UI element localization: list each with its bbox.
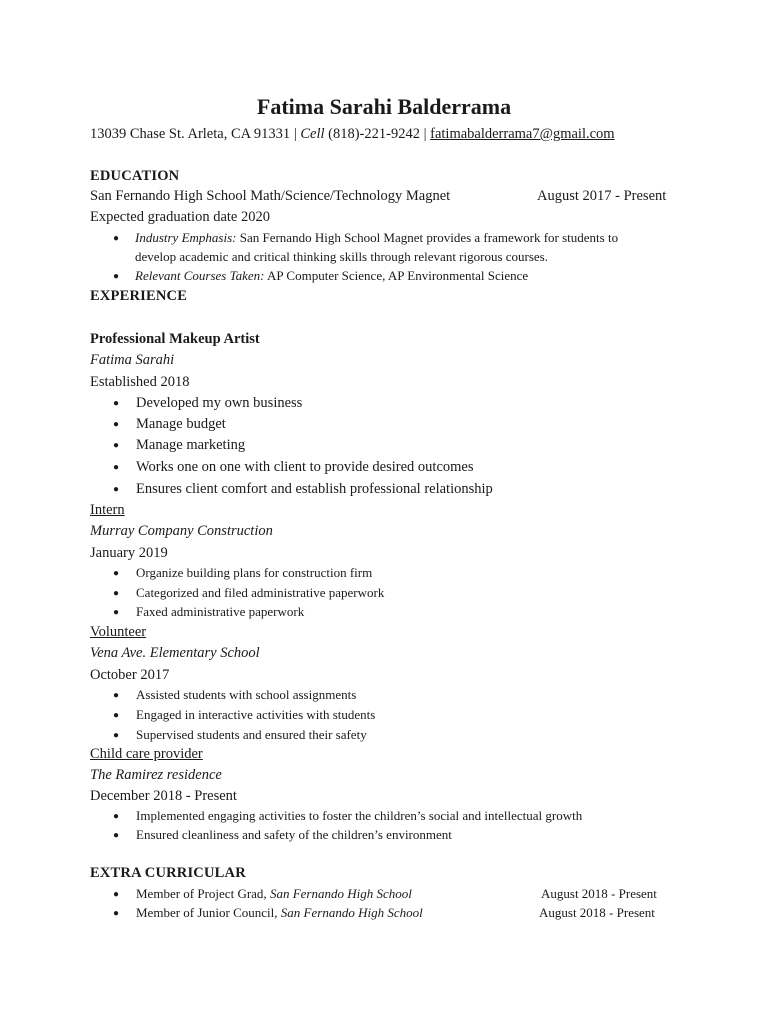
bullet: ●: [113, 889, 120, 900]
contact-line: [90, 126, 615, 143]
experience-heading: EXPERIENCE: [90, 288, 188, 304]
job-title: Professional Makeup Artist: [90, 331, 260, 347]
list-item: Ensures client comfort and establish professional relationship: [136, 481, 493, 497]
job-date: October 2017: [90, 667, 170, 683]
address: 13039 Chase St. Arleta, CA 91331: [90, 126, 291, 142]
education-heading: EDUCATION: [90, 168, 180, 184]
extra-curricular-heading: EXTRA CURRICULAR: [90, 865, 246, 881]
item-text: San Fernando High School Magnet provides a framework for students to: [239, 230, 619, 245]
job-title: Intern: [90, 502, 125, 518]
job-org: Murray Company Construction: [90, 523, 273, 539]
bullet: ●: [113, 271, 120, 282]
list-item: Works one on one with client to provide desired outcomes: [136, 459, 474, 475]
list-item: [136, 905, 423, 921]
list-item: Faxed administrative paperwork: [136, 604, 305, 619]
list-item: Developed my own business: [136, 395, 303, 411]
bullet: ●: [113, 440, 120, 451]
job-title: Volunteer: [90, 624, 147, 640]
job-date: December 2018 - Present: [90, 788, 237, 804]
email-link[interactable]: fatimabalderrama7@gmail.com: [430, 126, 615, 142]
list-item: Manage marketing: [136, 437, 246, 453]
job-org: The Ramirez residence: [90, 767, 222, 783]
bullet: ●: [113, 730, 120, 741]
resume-name: Fatima Sarahi Balderrama: [256, 94, 512, 119]
bullet: ●: [113, 830, 120, 841]
list-item: Assisted students with school assignments: [136, 687, 357, 702]
item-text: Member of Junior Council,: [136, 905, 278, 920]
graduation-date: Expected graduation date 2020: [90, 209, 270, 225]
school-name: San Fernando High School Math/Science/Technology Magnet: [90, 188, 451, 204]
list-item: Manage budget: [136, 416, 226, 432]
separator: |: [423, 126, 427, 142]
bullet: ●: [113, 419, 120, 430]
bullet: ●: [113, 398, 120, 409]
job-org: Fatima Sarahi: [90, 352, 175, 368]
school-date: August 2017 - Present: [537, 188, 667, 204]
item-date: August 2018 - Present: [541, 886, 657, 901]
cell-label: Cell: [300, 126, 325, 142]
bullet: ●: [113, 607, 120, 618]
list-item: Ensured cleanliness and safety of the children’s environment: [136, 827, 452, 842]
bullet: ●: [113, 588, 120, 599]
list-item: Supervised students and ensured their safety: [136, 727, 367, 742]
item-label: Industry Emphasis:: [135, 230, 237, 245]
item-date: August 2018 - Present: [539, 905, 655, 920]
list-item: Organize building plans for construction firm: [136, 565, 373, 580]
list-item: [136, 886, 412, 902]
bullet: ●: [113, 710, 120, 721]
list-item: [135, 268, 528, 284]
list-item: Implemented engaging activities to foster the children’s social and intellectual growth: [136, 808, 583, 823]
bullet: ●: [113, 568, 120, 579]
list-item: Engaged in interactive activities with students: [136, 707, 376, 722]
list-item: Categorized and filed administrative paperwork: [136, 585, 385, 600]
job-date: January 2019: [90, 545, 168, 561]
bullet: ●: [113, 233, 120, 244]
job-date: Established 2018: [90, 374, 190, 390]
phone: (818)-221-9242: [328, 126, 420, 142]
item-school: San Fernando High School: [269, 886, 412, 901]
bullet: ●: [113, 811, 120, 822]
item-school: San Fernando High School: [280, 905, 423, 920]
bullet: ●: [113, 690, 120, 701]
item-label: Relevant Courses Taken:: [135, 268, 265, 283]
list-item-continuation: develop academic and critical thinking skills through relevant rigorous courses.: [135, 249, 548, 264]
item-text: Member of Project Grad,: [136, 886, 267, 901]
job-title: Child care provider: [90, 746, 203, 762]
item-text: AP Computer Science, AP Environmental Science: [267, 268, 529, 283]
list-item: [135, 230, 618, 246]
separator: |: [293, 126, 297, 142]
job-org: Vena Ave. Elementary School: [90, 645, 260, 661]
bullet: ●: [113, 908, 120, 919]
bullet: ●: [113, 462, 120, 473]
bullet: ●: [113, 484, 120, 495]
